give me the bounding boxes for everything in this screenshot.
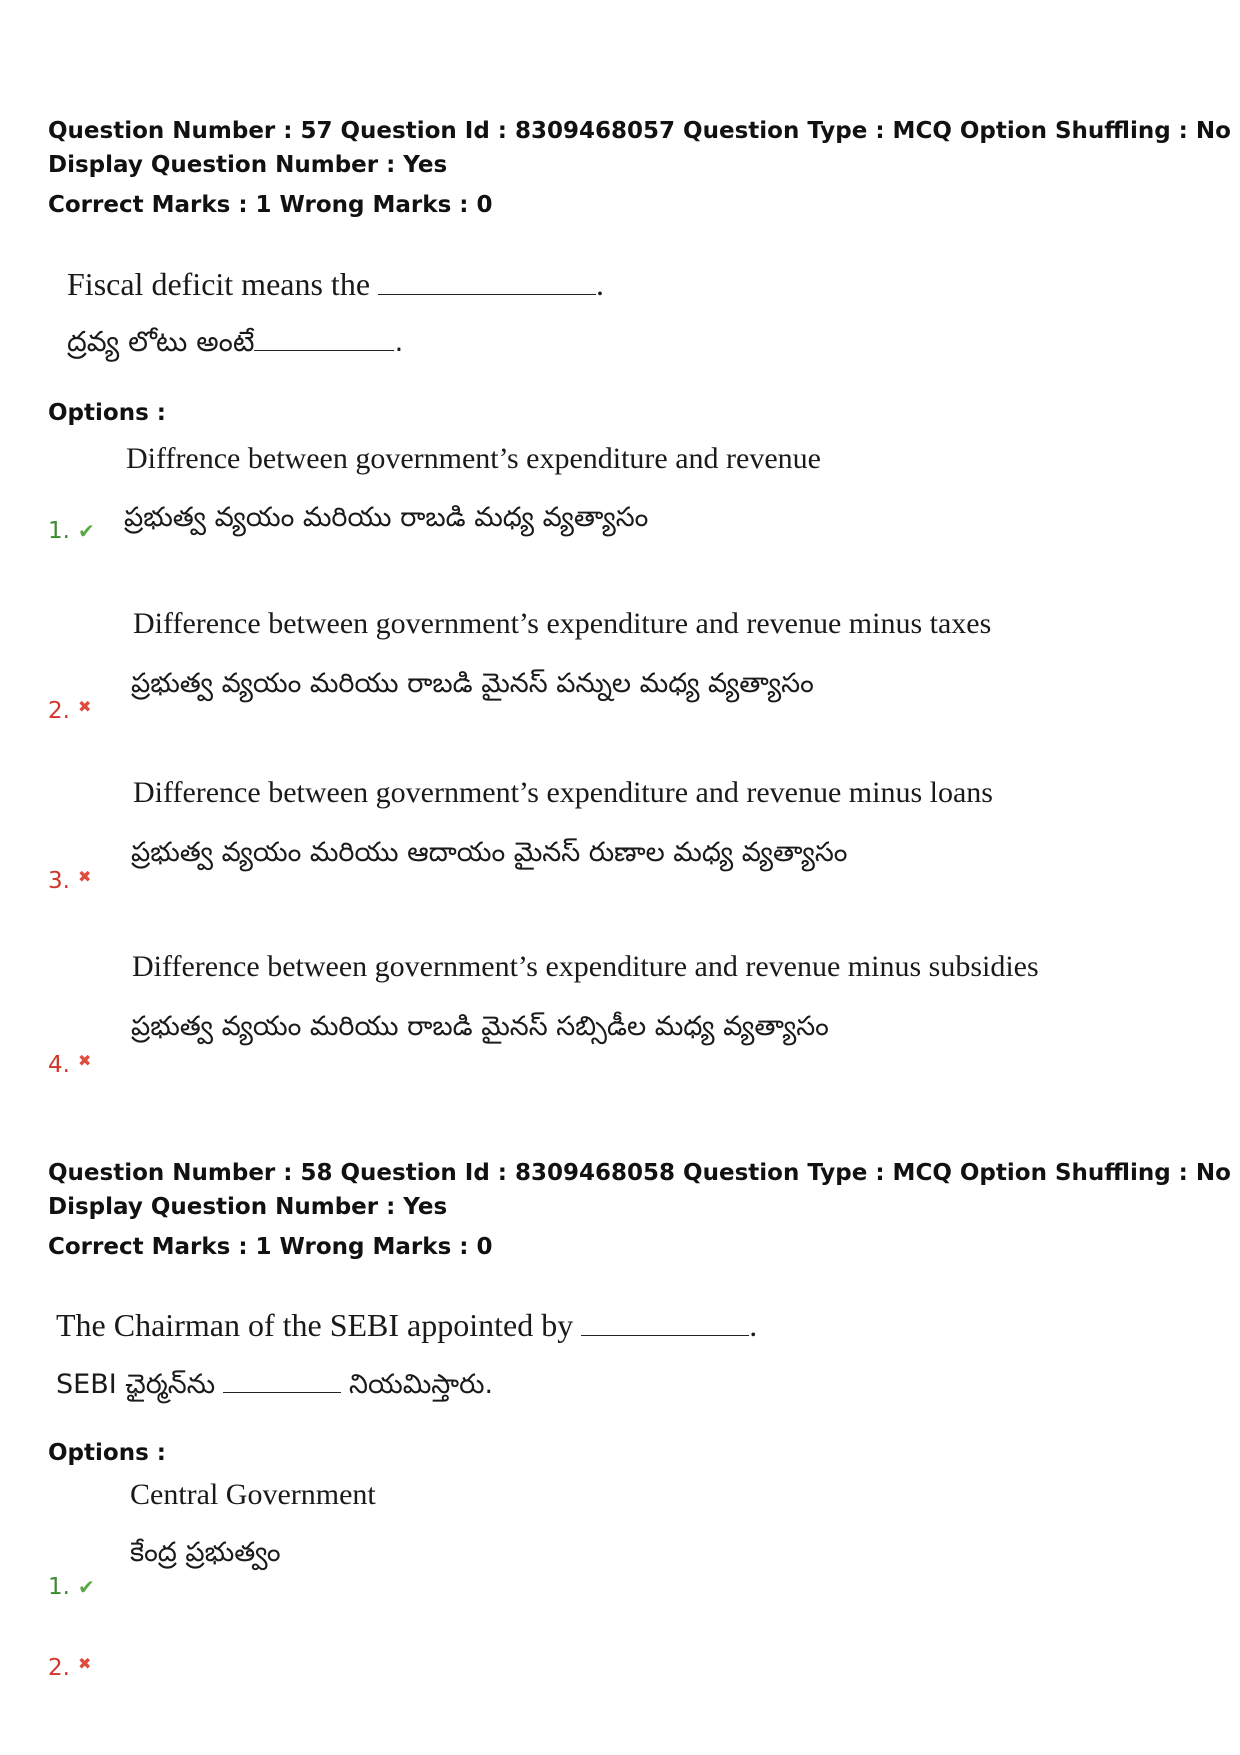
cross-icon: ✖ [77,1654,92,1673]
question-header: Question Number : 57 Question Id : 8309468057 Question Type : MCQ Option Shuffling : No [48,118,1231,144]
options-label: Options : [48,400,166,426]
stem-text-te: SEBI ఛైర్మన్‌ను [56,1369,216,1400]
display-question-number: Display Question Number : Yes [48,1194,448,1220]
option-1-marker [48,516,95,546]
cross-icon: ✖ [77,697,92,716]
option-2-text-en: Difference between government’s expenditure and revenue minus taxes [133,607,992,640]
option-1-text-en: Central Government [130,1478,376,1511]
option-number: 4. [48,1052,70,1078]
option-1-text-te: ప్రభుత్వ వ్యయం మరియు రాబడి మధ్య వ్యత్యాసం [124,502,649,533]
stem-end-te: నియమిస్తారు. [349,1369,494,1400]
question-marks: Correct Marks : 1 Wrong Marks : 0 [48,1234,493,1260]
option-number: 2. [48,1655,70,1681]
stem-text: The Chairman of the SEBI appointed by [56,1307,574,1343]
stem-end-te: . [394,325,404,358]
option-2-text-te: ప్రభుత్వ వ్యయం మరియు రాబడి మైనస్ పన్నుల మధ్య వ్యత్యాసం [131,668,814,699]
question-marks: Correct Marks : 1 Wrong Marks : 0 [48,192,493,218]
option-2-marker [48,692,91,726]
option-number: 2. [48,698,70,724]
cross-icon: ✖ [77,1051,92,1070]
question-stem-en [67,264,604,304]
question-stem-en [56,1305,757,1345]
option-1-marker [48,1572,95,1602]
answer-blank [254,350,394,351]
option-4-text-en: Difference between government’s expenditure and revenue minus subsidies [132,950,1039,983]
option-3-text-te: ప్రభుత్వ వ్యయం మరియు ఆదాయం మైనస్ రుణాల మధ్య వ్యత్యాసం [131,837,848,868]
option-3-marker [48,862,91,896]
cross-icon: ✖ [77,867,92,886]
answer-blank [378,294,596,295]
stem-text: Fiscal deficit means the [67,266,371,302]
display-question-number: Display Question Number : Yes [48,152,448,178]
check-icon: ✔ [77,519,95,543]
option-3-text-en: Difference between government’s expenditure and revenue minus loans [133,776,993,809]
question-stem-te [56,1362,493,1405]
answer-blank [581,1335,749,1336]
options-label: Options : [48,1440,166,1466]
answer-blank [223,1392,341,1393]
option-4-marker [48,1046,91,1080]
option-number: 1. [48,518,70,544]
stem-end: . [749,1307,758,1343]
option-1-text-en: Diffrence between government’s expenditure and revenue [126,442,821,475]
option-4-text-te: ప్రభుత్వ వ్యయం మరియు రాబడి మైనస్ సబ్సిడీల మధ్య వ్యత్యాసం [131,1011,829,1042]
check-icon: ✔ [77,1575,95,1599]
stem-end: . [596,266,605,302]
question-stem-te [67,322,403,362]
option-2-marker [48,1649,91,1683]
stem-text-te: ద్రవ్య లోటు అంటే [67,325,255,358]
question-header: Question Number : 58 Question Id : 8309468058 Question Type : MCQ Option Shuffling : No [48,1160,1231,1186]
option-number: 3. [48,868,70,894]
option-number: 1. [48,1574,70,1600]
option-1-text-te: కేంద్ర ప్రభుత్వం [130,1537,281,1568]
